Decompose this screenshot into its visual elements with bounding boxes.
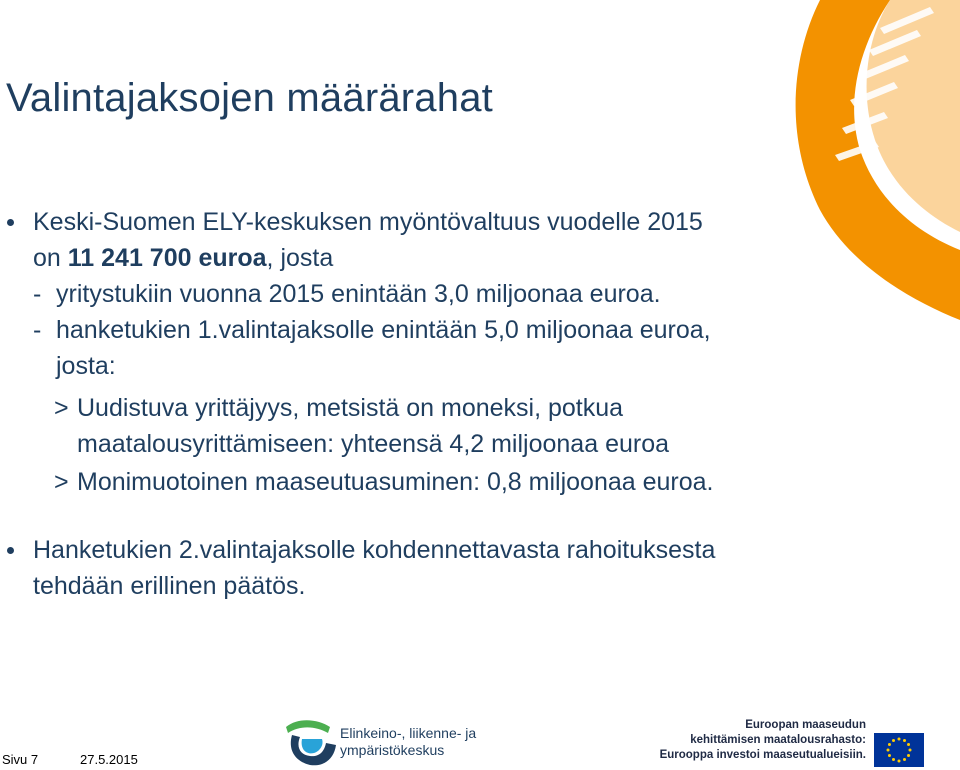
dash-marker: - [33,280,42,308]
eu-text-line: Eurooppa investoi maaseutualueisiin. [659,749,866,761]
slide-content [0,204,880,604]
slide-title: Valintajaksojen määrärahat [6,76,493,120]
eu-text-line: kehittämisen maatalousrahasto: [690,734,866,746]
ely-logo-text [340,725,476,759]
bullet-line: Keski-Suomen ELY-keskuksen myöntövaltuus vuodelle 2015 [33,208,703,236]
sub-item-entrepreneurship [0,390,880,462]
sub-text: Uudistuva yrittäjyys, metsistä on moneksi, potkua [77,394,624,422]
dash-text: josta: [56,352,116,380]
sub-item-rural-living [0,464,880,500]
ely-text-line: Elinkeino-, liikenne- ja [340,725,477,741]
dash-text: yritystukiin vuonna 2015 enintään 3,0 miljoonaa euroa. [56,280,661,308]
eu-star [903,739,906,742]
bullet-line: tehdään erillinen päätös. [33,572,306,600]
eu-star [892,739,895,742]
ely-text-line: ympäristökeskus [340,742,445,758]
bullet-line [33,240,880,276]
dash-text: hanketukien 1.valintajaksolle enintään 5,0 miljoonaa euroa, [56,316,711,344]
bullet-line: Hanketukien 2.valintajaksolle kohdennettavasta rahoituksesta [33,536,716,564]
eu-star [888,754,891,757]
bullet-item-budget [0,204,880,276]
bullet-item-second-period [0,532,880,604]
eu-star [907,743,910,746]
eu-star [898,760,901,763]
eu-fund-text [640,718,866,763]
page-number: Sivu 7 [2,752,39,767]
sub-text: maatalousyrittämiseen: yhteensä 4,2 miljoonaa euroa [77,430,670,458]
eu-star [903,758,906,761]
slide-date: 27.5.2015 [80,752,138,767]
sub-marker: > [54,468,69,496]
dash-item-project-support [0,312,880,348]
text-segment: , josta [266,244,334,272]
sub-text: Monimuotoinen maaseutuasuminen: 0,8 miljoonaa euroa. [77,468,714,496]
eu-text-line: Euroopan maaseudun [745,719,866,731]
dash-marker: - [33,316,42,344]
dash-continuation [0,348,880,384]
eu-star [888,743,891,746]
budget-amount: 11 241 700 euroa [67,244,267,272]
eu-star [887,749,890,752]
eu-star [907,754,910,757]
eu-star [892,758,895,761]
dash-item-business-support [0,276,880,312]
eu-star [909,749,912,752]
sub-marker: > [54,394,69,422]
eu-flag-icon [874,733,924,767]
text-segment: on [33,244,68,272]
eu-star [898,738,901,741]
